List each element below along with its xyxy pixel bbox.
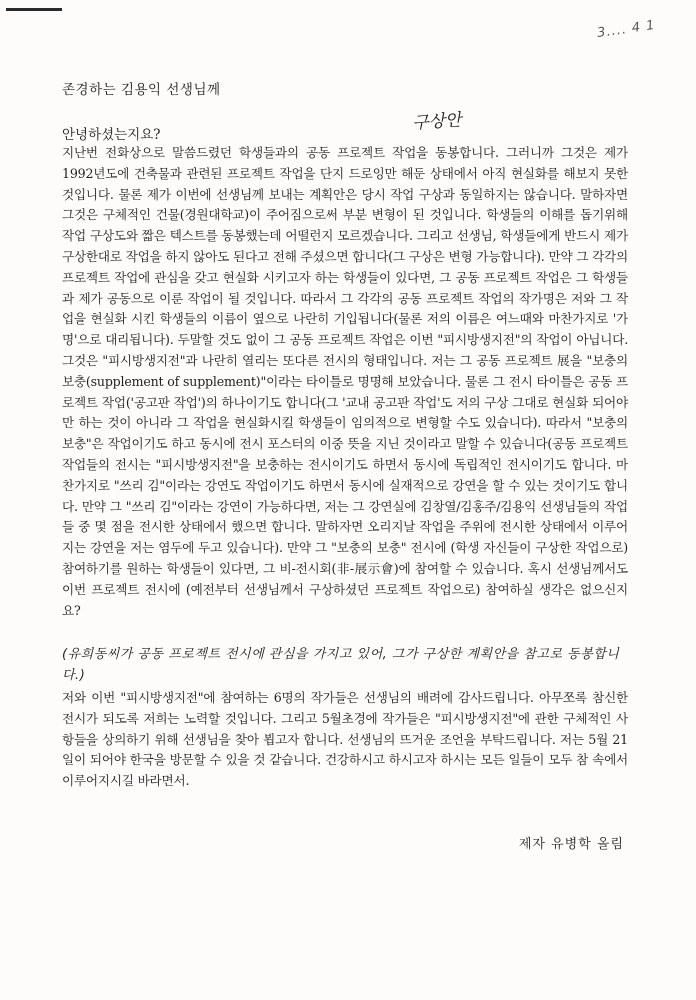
letter-greeting: 존경하는 김용익 선생님께 bbox=[62, 82, 221, 98]
scan-edge-mark bbox=[6, 8, 62, 11]
letter-signature: 제자 유병학 올림 bbox=[518, 837, 624, 852]
handwritten-margin-note: (유희동씨가 공동 프로젝트 전시에 관심을 가지고 있어, 그가 구상한 계획안을 참고로 동봉합니다.) bbox=[62, 647, 620, 683]
handwritten-insert: 구상안 bbox=[411, 110, 463, 134]
letter-paragraph-1: 지난번 전화상으로 말씀드렸던 학생들과의 공동 프로젝트 작업을 동봉합니다. 그러니까 그것은 제가 1992년도에 건축물과 관련된 프로젝트 작업을 단지 드로잉만 해둔 상태에서 아직 현실화를 해보지 못한 것입니다. 물론 제가 이번에 선생님께 보내는 계획안은 당시 작업 구상과 동일하지는 않습니다. 말하자면 그것은 구체적인 건물(경원대학교)이 주어짐으로써 부분 변형이 된 것입니다. 학생들의 이해를 돕기위해 작업 구상도와 짧은 텍스트를 동봉했는데 어떨런지 모르겠습니다. 그리고 선생님, 학생들에게 반드시 제가 구상한대로 작업을 하지 않아도 된다고 전해 주셨으면 합니다(그 구상은 변형 가능합니다). 만약 그 각각의 프로젝트 작업에 관심을 갖고 현실화 시키고자 하는 학생들이 있다면, 그 공동 프로젝트 작업은 그 학생들과 제가 공동으로 이룬 작업이 될 것입니다. 따라서 그 각각의 공동 프로젝트 작업의 작가명은 저와 그 작업을 현실화 시킨 학생들의 이름이 옆으로 나란히 기입됩니다(물론 저의 이름은 여느때와 마찬가지로 '가명'으로 대리됩니다). 두말할 것도 없이 그 공동 프로젝트 작업은 이번 "피시방생지전"의 작업이 아닙니다. 그것은 "피시방생지전"과 나란히 열리는 또다른 전시의 형태입니다. 저는 그 공동 프로젝트 展을 "보충의 보충(supplement of supplement)"이라는 타이틀로 명명해 보았습니다. 물론 그 전시 타이틀은 공동 프로젝트 작업('공고판 작업')의 하나이기도 합니다(그 '교내 공고판 작업'도 저의 구상 그대로 현실화 되어야만 하는 것이 아니라 그 작업을 현실화시킬 학생들이 임의적으로 변형할 수도 있습니다). 따라서 "보충의 보충"은 작업이기도 하고 동시에 전시 포스터의 이중 뜻을 지닌 것이라고 말할 수 있습니다(공동 프로젝트 작업들의 전시는 "피시방생지전"을 보충하는 전시이기도 하면서 동시에 독립적인 전시이기도 합니다. 마찬가지로 "쓰리 김"이라는 강연도 작업이기도 하면서 동시에 실재적으로 강연을 할 수 있는 것이기도 합니다. 만약 그 "쓰리 김"이라는 강연이 가능하다면, 저는 그 강연실에 김창열/김홍주/김용익 선생님들의 작업들 중 몇 점을 전시한 상태에서 했으면 합니다. 말하자면 오리지날 작업을 주위에 전시한 상태에서 이루어지는 강연을 저는 염두에 두고 있습니다). 만약 그 "보충의 보충" 전시에 (학생 자신들이 구상한 작업으로) 참여하기를 원하는 학생들이 있다면, 그 비-전시회(非-展示會)에 참여할 수 있습니다. 혹시 선생님께서도 이번 프로젝트 전시에 (예전부터 선생님께서 구상하셨던 프로젝트 작업으로) 참여하실 생각은 없으신지요? bbox=[62, 145, 628, 618]
letter-paragraph-2: 저와 이번 "피시방생지전"에 참여하는 6명의 작가들은 선생님의 배려에 감사드립니다. 아무쪼록 참신한 전시가 되도록 저희는 노력할 것입니다. 그리고 5월초경에 작가들은 "피시방생지전"에 관한 구체적인 사항들을 상의하기 위해 선생님을 찾아 뵙고자 합니다. 선생님의 뜨거운 조언을 부탁드립니다. 저는 5월 21일이 되어야 한국을 방문할 수 있을 것 같습니다. 건강하시고 하시고자 하시는 모든 일들이 모두 참 속에서 이루어지시길 바라면서. bbox=[62, 690, 628, 789]
handwritten-top-note: 3.... 4 1 bbox=[596, 17, 657, 42]
letter-salutation: 안녕하셨는지요? bbox=[62, 127, 161, 143]
